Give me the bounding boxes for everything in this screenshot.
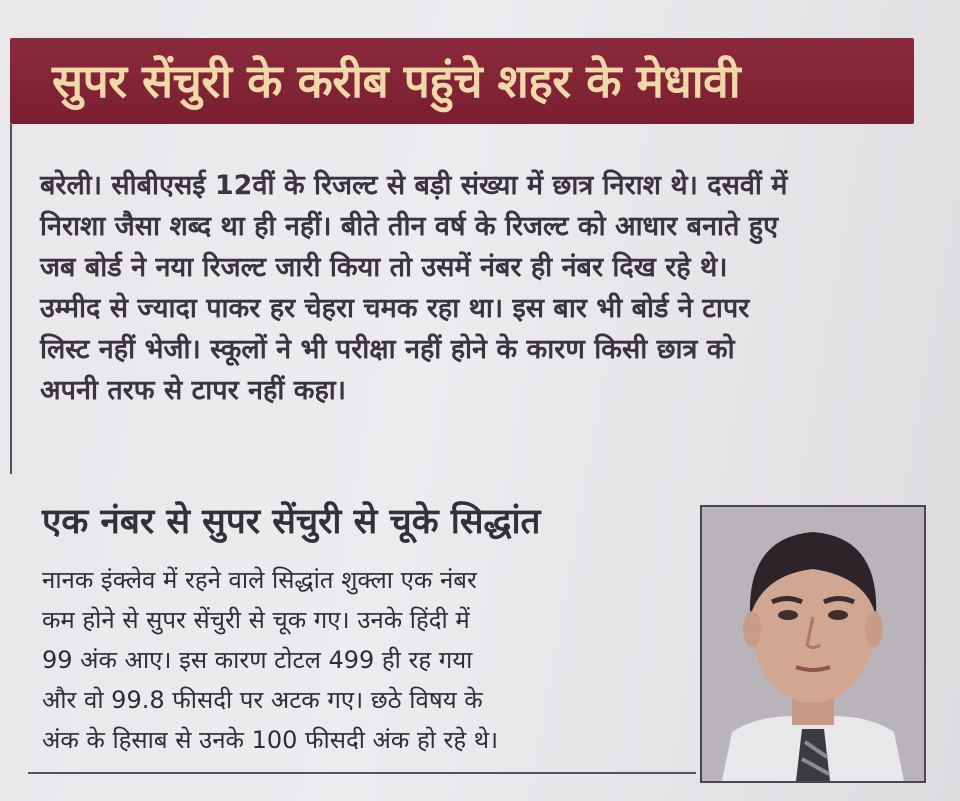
story-line: नानक इंक्लेव में रहने वाले सिद्धांत शुक्ला एक नंबर [42,566,477,594]
story-line: और वो 99.8 फीसदी पर अटक गए। छठे विषय के [42,686,483,714]
lead-line: अपनी तरफ से टापर नहीं कहा। [40,375,347,406]
story-line: 99 अंक आए। इस कारण टोटल 499 ही रह गया [42,646,473,674]
portrait-illustration [702,507,924,781]
lead-line: उम्मीद से ज्यादा पाकर हर चेहरा चमक रहा था। इस बार भी बोर्ड ने टापर [40,293,750,324]
lead-line: जब बोर्ड ने नया रिजल्ट जारी किया तो उसमें नंबर ही नंबर दिख रहे थे। [40,252,728,283]
lead-line: निराशा जैसा शब्द था ही नहीं। बीते तीन वर्ष के रिजल्ट को आधार बनाते हुए [40,211,779,242]
lead-line: बरेली। सीबीएसई 12वीं के रिजल्ट से बड़ी संख्या में छात्र निराश थे। दसवीं में [40,170,788,201]
student-photo [700,505,926,783]
lead-line: लिस्ट नहीं भेजी। स्कूलों ने भी परीक्षा नहीं होने के कारण किसी छात्र को [40,334,735,365]
story-subheading: एक नंबर से सुपर सेंचुरी से चूके सिद्धांत [42,502,541,542]
bottom-rule [28,772,696,774]
story-body [42,560,702,760]
headline: सुपर सेंचुरी के करीब पहुंचे शहर के मेधावी [52,54,741,108]
column-border [10,124,12,474]
story-line: कम होने से सुपर सेंचुरी से चूक गए। उनके हिंदी में [42,606,470,634]
story-line: अंक के हिसाब से उनके 100 फीसदी अंक हो रहे थे। [42,726,499,754]
lead-paragraph [40,165,920,411]
